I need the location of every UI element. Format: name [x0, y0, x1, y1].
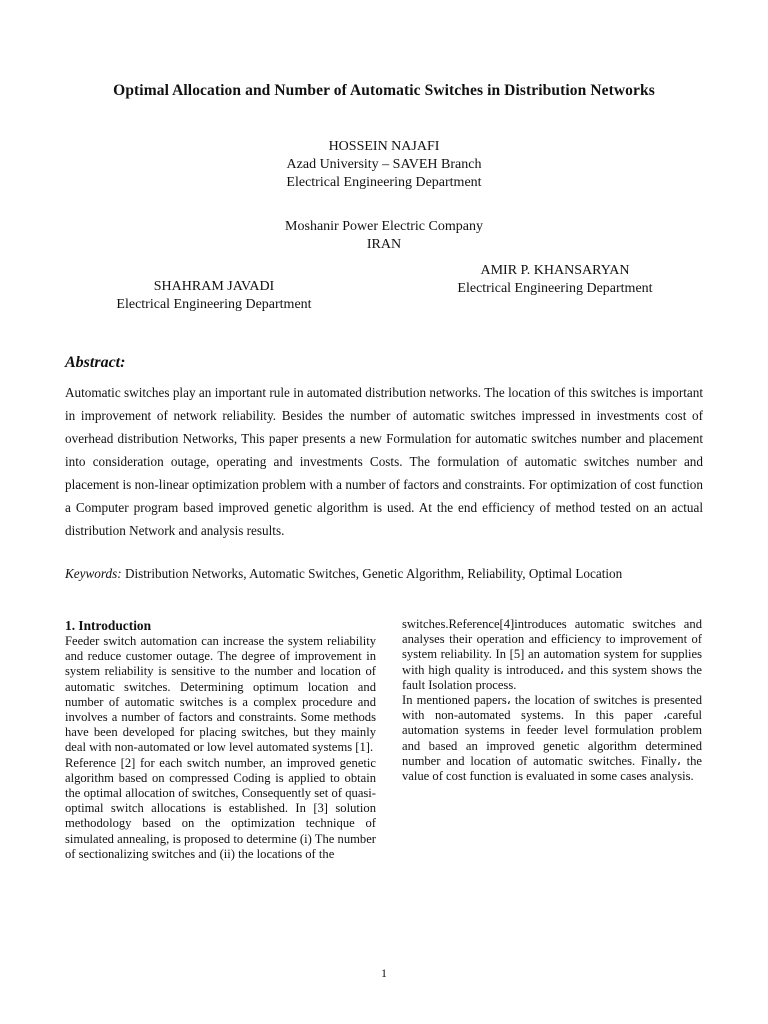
author-department: Electrical Engineering Department [116, 297, 312, 312]
author-block-right [420, 262, 690, 298]
abstract-text: Automatic switches play an important rule in automated distribution networks. The location of this switches is important in improvement of network reliability. Besides the number of automatic switches impressed in investments cost of overhead distribution Networks, This paper presents a new Formulation for automatic switches number and placement into consideration outage, operating and investments Costs. The formulation of automatic switches number and placement is non-linear optimization problem with a number of factors and constraints. For optimization of cost function a Computer program based improved genetic algorithm is used. At the end efficiency of method tested on an actual distribution Network and analysis results. [65, 385, 703, 538]
body-paragraph: In mentioned papers، the location of switches is presented with non-automated systems. In this paper ،careful automation systems in feeder level formulation problem and based an improved genetic algorithm determined number and location of automatic switches. Finally، the value of cost function is evaluated in some cases analysis. [402, 693, 702, 784]
author-block-main [0, 138, 768, 192]
author-department: Electrical Engineering Department [286, 175, 482, 190]
body-paragraph: switches.Reference[4]introduces automatic switches and analyses their operation and efficiency to improvement of system reliability. In [5] an automation system for supplies with high quality is introduced، and this system shows the fault Isolation process. [402, 617, 702, 692]
company-country: IRAN [366, 237, 402, 252]
author-block-left [80, 278, 348, 314]
author-name: AMIR P. KHANSARYAN [480, 263, 630, 278]
column-right [402, 617, 702, 784]
page-number: 1 [381, 966, 387, 980]
author-department: Electrical Engineering Department [457, 281, 653, 296]
author-name: HOSSEIN NAJAFI [328, 139, 440, 154]
column-left [65, 617, 376, 862]
section-heading: 1. Introduction [65, 618, 152, 633]
company-block [0, 218, 768, 254]
paper-title: Optimal Allocation and Number of Automatic Switches in Distribution Networks [113, 82, 655, 99]
keywords-label: Keywords: [65, 566, 122, 581]
body-paragraph: Feeder switch automation can increase the system reliability and reduce customer outage. The degree of improvement in system reliability is sensitive to the number and location of automatic switches. Determining optimum location and number of automatic switches is a complex procedure and involves a number of factors and constraints. Some methods have been developed for placing switches, but they mainly deal with non-automated or low level automated systems [1]. [65, 634, 376, 755]
body-paragraph: Reference [2] for each switch number, an improved genetic algorithm based on compressed Coding is applied to obtain the optimal allocation of switches, Consequently set of quasi- optimal switch allocations is established. In [3] solution methodology based on the optimization technique of simulated annealing, is proposed to determine (i) The number of sectionalizing switches and (ii) the locations of the [65, 755, 376, 861]
company-name: Moshanir Power Electric Company [285, 219, 483, 234]
author-name: SHAHRAM JAVADI [153, 279, 275, 294]
keywords-line [65, 566, 715, 582]
abstract-heading: Abstract: [65, 354, 126, 371]
author-affiliation: Azad University – SAVEH Branch [286, 157, 482, 172]
keywords-text: Distribution Networks, Automatic Switches, Genetic Algorithm, Reliability, Optimal Location [121, 566, 623, 581]
